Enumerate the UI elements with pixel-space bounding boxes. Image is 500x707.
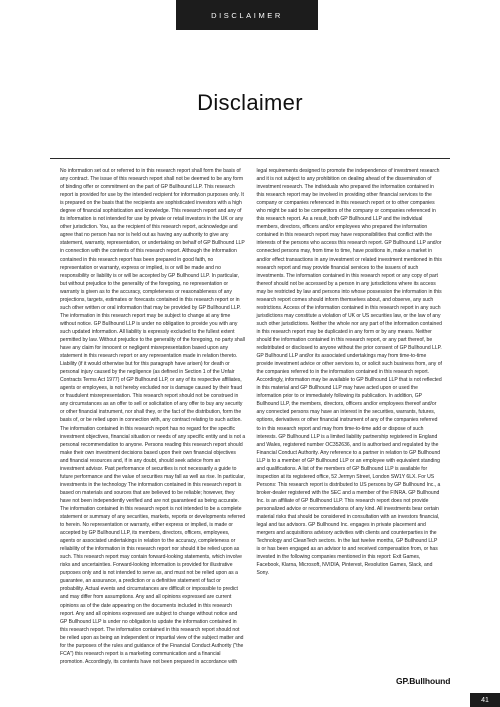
page-number: 41: [481, 696, 489, 704]
title-divider: [50, 158, 450, 159]
page-title: Disclaimer: [197, 90, 303, 115]
disclaimer-body: [60, 167, 442, 667]
disclaimer-text: No information set out or referred to in this research report shall form the basis of any contract. The issue of this research report shall not be deemed to be any form of binding offer or commitment on the part of GP Bullhound LLP. This research report is provided for use by the intended recipient for information purposes only. It is prepared on the basis that the recipients are sophisticated investors with a high degree of financial sophistication and knowledge. This research report and any of its information is not intended for use by private or retail investors in the UK or any other jurisdiction. You, as the recipient of this research report, acknowledge and agree that no person has nor is held out as having any authority to give any statement, warranty, representation, or undertaking on behalf of GP Bullhound LLP in connection with the contents of this research report. Although the information contained in this research report has been prepared in good faith, no representation or warranty, express or implied, is or will be made and no responsibility or liability is or will be accepted by GP Bullhound LLP. In particular, but without prejudice to the generality of the foregoing, no representation or warranty is given as to the accuracy, completeness or reasonableness of any projections, targets, estimates or forecasts contained in this research report or in such other written or oral information that may be provided by GP Bullhound LLP. The information in this research report may be subject to change at any time without notice. GP Bullhound LLP is under no obligation to provide you with any such updated information. All liability is expressly excluded to the fullest extent permitted by law. Without prejudice to the generality of the foregoing, no party shall have any claim for innocent or negligent misrepresentation based upon any statement in this research report or any representation made in relation thereto. Liability (if it would otherwise but for this paragraph have arisen) for death or personal injury caused by the negligence (as defined in Section 1 of the Unfair Contracts Terms Act 1977) of GP Bullhound LLP, or any of its respective affiliates, agents or employees, is not hereby excluded nor is damage caused by their fraud or fraudulent misrepresentation. This research report should not be construed in any circumstances as an offer to sell or solicitation of any offer to buy any security or other financial instrument, nor shall they, or the fact of the distribution, form the basis of, or be relied upon in connection with, any contract relating to such action. The information contained in this research report has no regard for the specific investment objectives, financial situation or needs of any specific entity and is not a personal recommendation to anyone. Persons reading this research report should make their own investment decisions based upon their own financial objectives and financial resources and, if in any doubt, should seek advice from an investment advisor. Past performance of securities is not necessarily a guide to future performance and the value of securities may fall as well as rise. In particular, investments in the technology The information contained in this research report is based on materials and sources that are believed to be reliable; however, they have not been independently verified and are not guaranteed as being accurate. The information contained in this research report is not intended to be a complete statement or summary of any securities, markets, reports or developments referred to herein. No representation or warranty, either express or implied, is made or accepted by GP Bullhound LLP, its members, directors, officers, employees, agents or associated undertakings in relation to the accuracy, completeness or reliability of the information in this research report nor should it be relied upon as such. This research report may contain forward-looking statements, which involve risks and uncertainties. Forward-looking information is provided for illustrative purposes only and is not intended to serve as, and must not be relied upon as a guarantee, an assurance, a prediction or a definitive statement of fact or probability. Actual events and circumstances are difficult or impossible to predict and may differ from assumptions. Any and all opinions expressed are current opinions as of the date appearing on the documents included in this research report. Any and all opinions expressed are subject to change without notice and GP Bullhound LLP is under no obligation to update the information contained in this research report. The information contained in this research report should not be relied upon as being an independent or impartial view of the subject matter and for the purposes of the rules and guidance of the Financial Conduct Authority ("the FCA") this research report is a marketing communication and a financial promotion. Accordingly, its contents have not been prepared in accordance with legal requirements designed to promote the independence of investment research and it is not subject to any prohibition on dealing ahead of the dissemination of investment research. The individuals who prepared the information contained in this research report may be involved in providing other financial services to the company or companies referenced in this research report or to other companies who might be said to be competitors of the company or companies referenced in this research report. As a result, both GP Bullhound LLP and the individual members, directors, officers and/or employees who prepared the information contained in this research report may have responsibilities that conflict with the interests of the persons who access this research report. GP Bullhound LLP and/or connected persons may, from time to time, have positions in, make a market in and/or effect transactions in any investment or related investment mentioned in this research report and may provide financial services to the issuers of such investments. The information contained in this research report or any copy of part thereof should not be accessed by a person in any jurisdictions where its access may be restricted by law and persons into whose possession the information in this research report comes should inform themselves about, and observe, any such restrictions. Access of the information contained in this research report in any such jurisdictions may constitute a violation of UK or US securities law, or the law of any such other jurisdictions. Neither the whole nor any part of the information contained in this research report may be duplicated in any form or by any means. Neither should the information contained in this research report, or any part thereof, be redistributed or disclosed to anyone without the prior consent of GP Bullhound LLP. GP Bullhound LLP and/or its associated undertakings may from time-to-time provide investment advice or other services to, or solicit such business from, any of the companies referred to in the information contained in this research report. Accordingly, information may be available to GP Bullhound LLP that is not reflected in this material and GP Bullhound LLP may have acted upon or used the information prior to or immediately following its publication. In addition, GP Bullhound LLP, the members, directors, officers and/or employees thereof and/or any connected persons may have an interest in the securities, warrants, futures, options, derivatives or other financial instrument of any of the companies referred to in this research report and may from time-to-time add or dispose of such interests. GP Bullhound LLP is a limited liability partnership registered in England and Wales, registered number OC352636, and is authorised and regulated by the Financial Conduct Authority. Any reference to a partner in relation to GP Bullhound LLP is to a member of GP Bullhound LLP or an employee with equivalent standing and qualifications. A list of the members of GP Bullhound LLP is available for inspection at its registered office, 52 Jermyn Street, London SW1Y 6LX. For US Persons: This research report is distributed to US persons by GP Bullhound Inc., a broker-dealer registered with the SEC and a member of the FINRA. GP Bullhound Inc. is an affiliate of GP Bullhound LLP. This research report does not provide personalized advice or recommendations of any kind. All investments bear certain material risks that should be considered in consultation with an investors financial, legal and tax advisors. GP Bullhound Inc. engages in private placement and mergers and acquisitions advisory activities with clients and counterparties in the Technology and CleanTech sectors. In the last twelve months, GP Bullhound LLP is or has been engaged as an advisor to and received compensation from, or has invested in the following companies mentioned in this report: Exit Games, Facebook, Klarna, Microsoft, NVIDIA, Pinterest, Resolution Games, Slack, and Sony.: [60, 168, 442, 665]
page-number-badge: [470, 693, 500, 707]
section-label: DISCLAIMER: [211, 10, 283, 20]
brand-logo: GP.Bullhound: [396, 676, 451, 686]
section-tab: [176, 0, 318, 30]
